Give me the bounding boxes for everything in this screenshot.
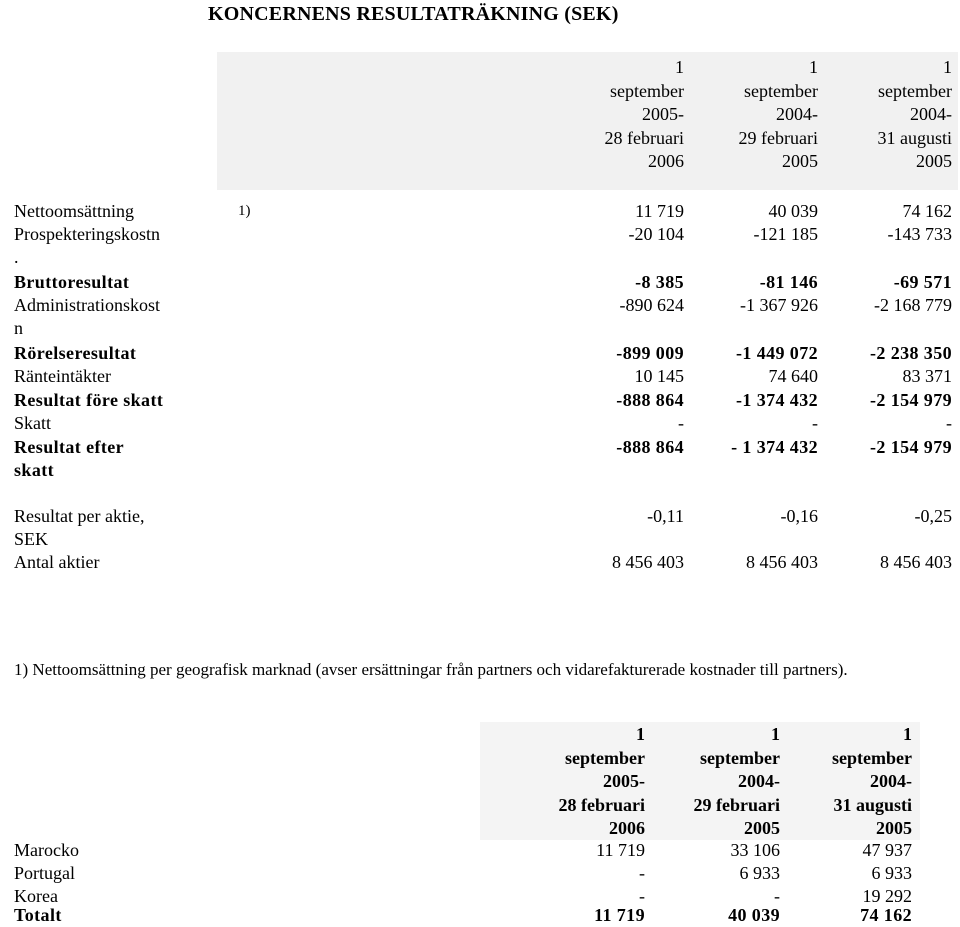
table-row [14, 505, 960, 551]
row-value: 11 719 [635, 201, 684, 221]
table-row [14, 365, 960, 388]
row-label: Prospekteringskostn . [14, 224, 160, 267]
row-value: - [678, 413, 684, 433]
geo-row-value: - [639, 886, 645, 906]
geo-row-label: Korea [14, 886, 58, 906]
row-label: Administrationskost n [14, 295, 161, 338]
geo-row-value: 74 162 [860, 905, 912, 925]
row-value: 10 145 [634, 366, 684, 386]
page-title: KONCERNENS RESULTATRÄKNING (SEK) [208, 3, 619, 25]
geo-column-header-3: 1 september 2004- 31 augusti 2005 [832, 724, 912, 838]
geo-row-value: 19 292 [862, 886, 912, 906]
geo-column-header-2: 1 september 2004- 29 februari 2005 [693, 724, 780, 838]
table-row [14, 342, 960, 365]
table-row [14, 389, 960, 412]
column-header-1: 1 september 2005- 28 februari 2006 [604, 57, 684, 171]
row-value: -8 385 [635, 272, 684, 292]
row-label: Resultat före skatt [14, 390, 164, 410]
row-value: - [946, 413, 952, 433]
table-row [14, 200, 960, 223]
geo-row-value: 40 039 [728, 905, 780, 925]
row-value: -20 104 [628, 224, 684, 244]
footnote: 1) Nettoomsättning per geografisk marknad (avser ersättningar från partners och vidarefakturerade kostnader till partners). [14, 660, 848, 679]
row-value: -1 449 072 [736, 343, 818, 363]
row-label: Resultat efter skatt [14, 437, 125, 480]
geo-row-value: - [774, 886, 780, 906]
row-value: -1 374 432 [736, 390, 818, 410]
row-note: 1) [238, 203, 251, 219]
row-label: Skatt [14, 413, 52, 433]
row-label: Nettoomsättning [14, 201, 134, 221]
geo-table-row [14, 839, 960, 862]
geo-row-value: 11 719 [594, 905, 645, 925]
row-value: 8 456 403 [612, 552, 684, 572]
geo-row-value: 47 937 [862, 840, 912, 860]
row-value: -143 733 [887, 224, 952, 244]
row-label: Bruttoresultat [14, 272, 130, 292]
row-value: -69 571 [893, 272, 952, 292]
geo-row-label: Totalt [14, 905, 62, 925]
row-value: 8 456 403 [746, 552, 818, 572]
row-value: -1 367 926 [740, 295, 818, 315]
table-row [14, 551, 960, 574]
row-value: -0,16 [780, 506, 818, 526]
geo-row-value: 6 933 [739, 863, 780, 883]
row-value: -890 624 [619, 295, 684, 315]
geo-column-header-1: 1 september 2005- 28 februari 2006 [558, 724, 645, 838]
column-header-2: 1 september 2004- 29 februari 2005 [738, 57, 818, 171]
row-value: -899 009 [616, 343, 684, 363]
row-value: -888 864 [616, 437, 684, 457]
row-label: Ränteintäkter [14, 366, 111, 386]
geo-row-value: 6 933 [871, 863, 912, 883]
row-value: -0,11 [647, 506, 684, 526]
row-value: -81 146 [759, 272, 818, 292]
geo-row-value: 11 719 [596, 840, 645, 860]
row-value: -0,25 [914, 506, 952, 526]
geo-table-row [14, 862, 960, 885]
table-row [14, 294, 960, 340]
row-value: - [812, 413, 818, 433]
geo-row-label: Portugal [14, 863, 75, 883]
row-label: Resultat per aktie, SEK [14, 506, 145, 549]
row-value: -2 168 779 [874, 295, 952, 315]
row-value: - 1 374 432 [731, 437, 818, 457]
row-value: 8 456 403 [880, 552, 952, 572]
geo-row-label: Marocko [14, 840, 79, 860]
table-row [14, 271, 960, 294]
row-value: 74 640 [768, 366, 818, 386]
row-value: -888 864 [616, 390, 684, 410]
row-value: -121 185 [753, 224, 818, 244]
row-label: Antal aktier [14, 552, 100, 572]
geo-row-value: 33 106 [730, 840, 780, 860]
row-value: 74 162 [902, 201, 952, 221]
column-header-3: 1 september 2004- 31 augusti 2005 [877, 57, 952, 171]
row-label: Rörelseresultat [14, 343, 137, 363]
table-row [14, 412, 960, 435]
table-row [14, 436, 960, 482]
geo-table-row-total [14, 904, 960, 927]
row-value: 40 039 [768, 201, 818, 221]
row-value: -2 238 350 [870, 343, 952, 363]
row-value: -2 154 979 [870, 390, 952, 410]
table-row [14, 223, 960, 269]
geo-row-value: - [639, 863, 645, 883]
row-value: 83 371 [902, 366, 952, 386]
row-value: -2 154 979 [870, 437, 952, 457]
